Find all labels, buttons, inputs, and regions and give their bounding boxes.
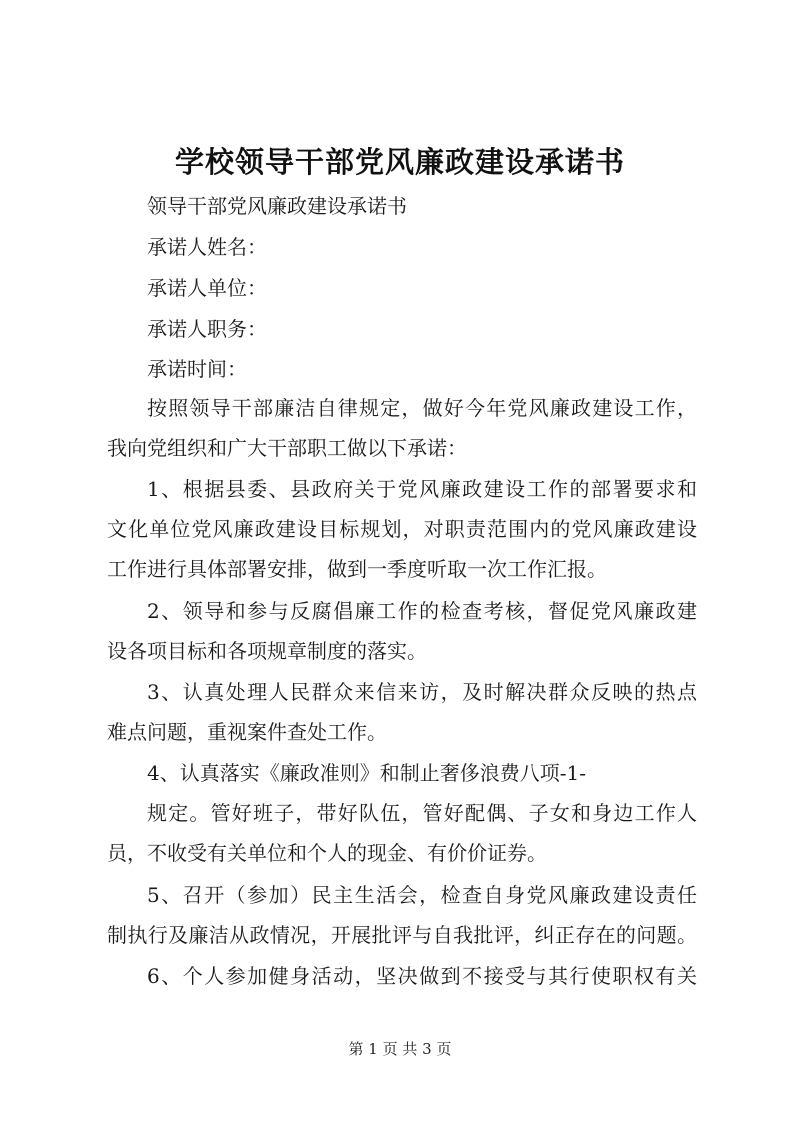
- body-line-promisor-position: 承诺人职务：: [147, 317, 267, 341]
- body-line: 5、召开（参加）民主生活会，检查自身党风廉政建设责任: [147, 883, 697, 907]
- body-line: 文化单位党风廉政建设目标规划，对职责范围内的党风廉政建设: [107, 517, 697, 541]
- body-line-promisor-name: 承诺人姓名：: [147, 235, 267, 259]
- body-line: 6、个人参加健身活动，坚决做到不接受与其行使职权有关: [147, 964, 697, 988]
- body-line: 按照领导干部廉洁自律规定，做好今年党风廉政建设工作，: [147, 396, 697, 420]
- body-line-subtitle: 领导干部党风廉政建设承诺书: [147, 194, 407, 218]
- body-line: 2、领导和参与反腐倡廉工作的检查考核，督促党风廉政建: [147, 599, 697, 623]
- body-line-promisor-unit: 承诺人单位：: [147, 276, 267, 300]
- body-line: 工作进行具体部署安排，做到一季度听取一次工作汇报。: [107, 557, 607, 581]
- body-line: 1、根据县委、县政府关于党风廉政建设工作的部署要求和: [147, 477, 697, 501]
- body-line: 3、认真处理人民群众来信来访，及时解决群众反映的热点: [147, 680, 697, 704]
- document-title: 学校领导干部党风廉政建设承诺书: [174, 145, 625, 179]
- body-line: 员，不收受有关单位和个人的现金、有价价证券。: [107, 841, 547, 865]
- body-line: 制执行及廉洁从政情况，开展批评与自我批评，纠正存在的问题。: [107, 923, 697, 947]
- page-number-footer: 第 1 页 共 3 页: [348, 1040, 452, 1058]
- body-line-promise-time: 承诺时间：: [147, 357, 247, 381]
- body-line: 难点问题，重视案件查处工作。: [107, 720, 387, 744]
- body-line: 4、认真落实《廉政准则》和制止奢侈浪费八项-1-: [147, 761, 586, 785]
- body-line: 规定。管好班子，带好队伍，管好配偶、子女和身边工作人: [147, 801, 697, 825]
- body-line: 设各项目标和各项规章制度的落实。: [107, 639, 427, 663]
- body-line: 我向党组织和广大干部职工做以下承诺：: [107, 436, 467, 460]
